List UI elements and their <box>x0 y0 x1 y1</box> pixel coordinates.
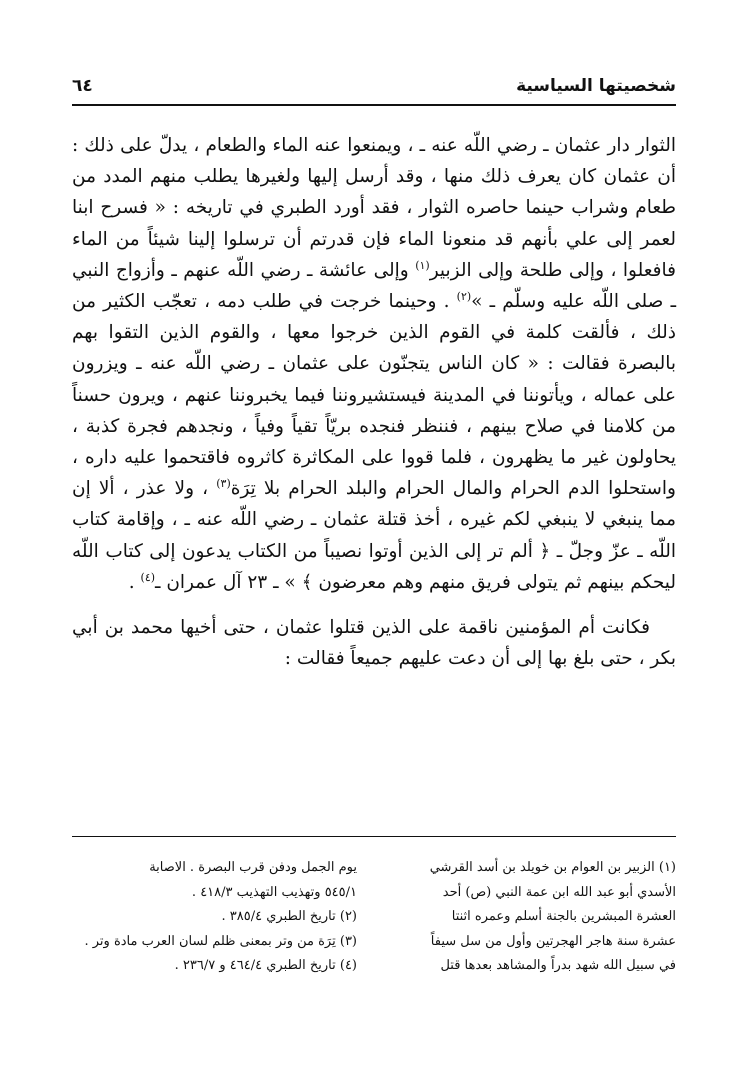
footnote-line: يوم الجمل ودفن قرب البصرة . الاصابة <box>149 860 357 875</box>
main-text <box>72 130 676 674</box>
text-segment: الثوار دار عثمان ـ رضي اللّه عنه ـ ، ويمنعوا عنه الماء والطعام ، يدلّ على ذلك : أن عثمان كان يعرف ذلك منها ، وقد أرسل إليها ولغيرها يطلب منهم المدد من طعام وشراب حينما حاصره الثوار ، فقد أورد الطبري في تاريخه : « فسرح ابنا لعمر إلى علي بأنهم قد منعونا الماء فإن قدرتم أن ترسلوا إلينا شيئاً من الماء فافعلوا ، وإلى طلحة وإلى الزبير <box>72 135 676 281</box>
text-segment: ، ولا عذر ، ألا إن مما ينبغي لا ينبغي لكم غيره ، أخذ قتلة عثمان ـ رضي اللّه عنه ـ ، وإقامة كتاب اللّه ـ عزّ وجلّ ـ ﴿ ألم تر إلى الذين أوتوا نصيباً من الكتاب يدعون إلى كتاب اللّه ليحكم بينهم ثم يتولى فريق منهم وهم معرضون ﴾ » ـ ٢٣ آل عمران ـ <box>72 478 676 593</box>
footnote-line: العشرة المبشرين بالجنة أسلم وعمره اثنتا <box>451 909 676 925</box>
running-header <box>72 74 676 104</box>
footnote-line: في سبيل الله شهد بدراً والمشاهد بعدها قتل <box>440 958 676 974</box>
footnote-line: ٥٤٥/١ وتهذيب التهذيب ٤١٨/٣ . <box>191 884 357 900</box>
footnotes-left-column <box>72 856 357 979</box>
footnote-line: (٣) تِرَة من وتر بمعنى ظلم لسان العرب مادة وتر . <box>84 933 357 949</box>
page-number: ٦٤ <box>72 76 93 96</box>
text-segment: . <box>128 571 141 593</box>
footnote-line: (٢) تاريخ الطبري ٣٨٥/٤ . <box>221 909 357 925</box>
footnotes-right-column <box>386 856 676 979</box>
footnote-line: (١) الزبير بن العوام بن خويلد بن أسد القرشي <box>429 860 676 875</box>
paragraph-1 <box>72 130 676 598</box>
footnote-ref-3: (٣) <box>216 477 231 491</box>
text-segment: وإلى عائشة ـ رضي اللّه عنهم ـ وأزواج النبي ـ صلى اللّه عليه وسلّم ـ » <box>72 259 676 313</box>
footnote-line: الأسدي أبو عبد الله ابن عمة النبي (ص) أحد <box>442 884 676 900</box>
chapter-title: شخصيتها السياسية <box>516 76 676 96</box>
footnote-ref-1: (١) <box>415 258 430 272</box>
footnote-ref-4: (٤) <box>140 570 156 584</box>
footnote-line: عشرة سنة هاجر الهجرتين وأول من سل سيفاً <box>430 933 676 949</box>
paragraph-2: فكانت أم المؤمنين ناقمة على الذين قتلوا عثمان ، حتى أخيها محمد بن أبي بكر ، حتى بلغ بها إلى أن دعت عليهم جميعاً فقالت : <box>72 617 676 670</box>
header-rule <box>72 104 676 106</box>
footnote-line: (٤) تاريخ الطبري ٤٦٤/٤ و ٢٣٦/٧ . <box>174 958 357 974</box>
footnote-rule <box>72 836 676 837</box>
footnote-ref-2: (٢) <box>456 289 472 303</box>
text-segment: . وحينما خرجت في طلب دمه ، تعجّب الكثير من ذلك ، فألقت كلمة في القوم الذين خرجوا معها ، والقوم الذين التقوا بهم بالبصرة فقالت : « كان الناس يتجنّون على عثمان ـ رضي اللّه عنه ـ ويزرون على عماله ، ويأتوننا في المدينة فيستشيروننا فيما يخبروننا عنهم ، ويرون حسناً من كلامنا في صلاح بينهم ، فننظر فنجده بريّاً تقياً وفياً ، ونجدهم فجرة كذبة ، يحاولون غير ما يظهرون ، فلما قووا على المكاثرة كاثروه فاقتحموا عليه داره ، واستحلوا الدم الحرام والمال الحرام والبلد الحرام بلا تِرَة <box>72 291 676 500</box>
